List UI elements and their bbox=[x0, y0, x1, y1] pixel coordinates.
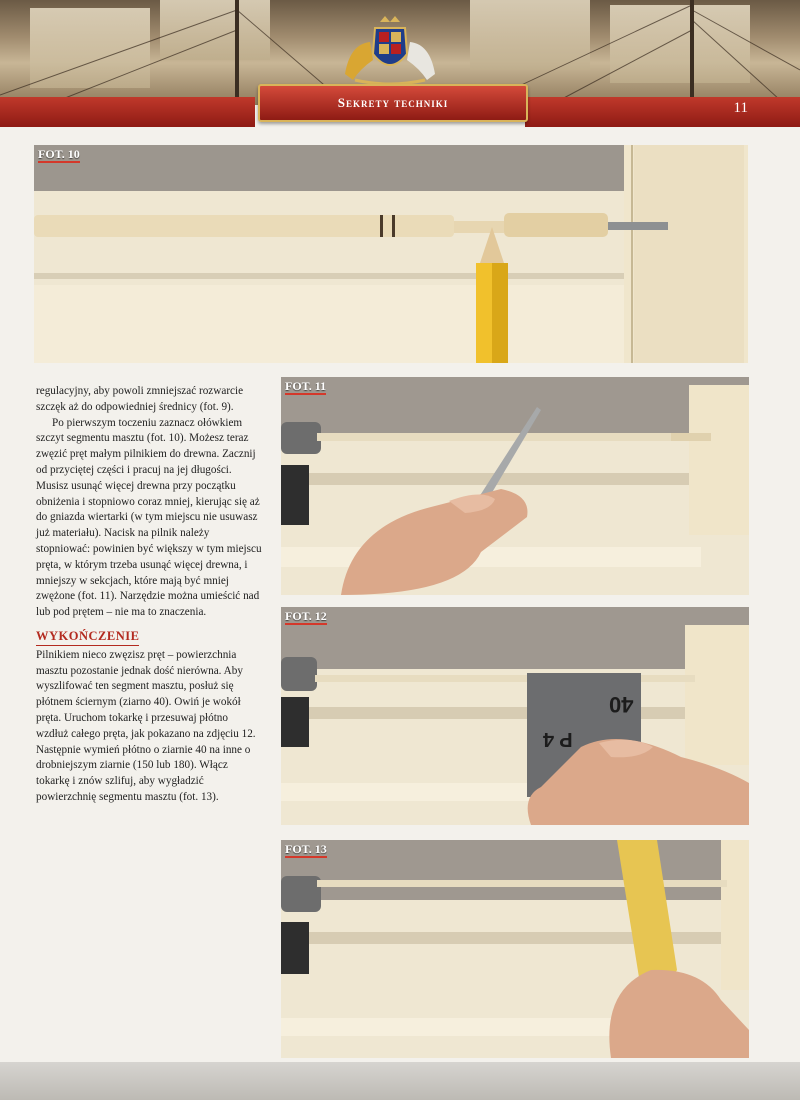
photo-fot-12 bbox=[281, 607, 749, 825]
subheading-wykonczenie: WYKOŃCZENIE bbox=[36, 629, 139, 646]
photo-label: FOT. 11 bbox=[285, 379, 327, 393]
photo-label: FOT. 12 bbox=[285, 609, 327, 623]
sandpaper-grit-label: P 4 bbox=[543, 728, 573, 750]
photo-fot-10 bbox=[34, 145, 748, 363]
photo-fot-11 bbox=[281, 377, 749, 595]
photo-label: FOT. 13 bbox=[285, 842, 327, 856]
paragraph: Po pierwszym toczeniu zaznacz ołówkiem szczyt segmentu masztu (fot. 10). Możesz teraz zwęzić pręt małym pilnikiem do drewna. Zacznij od przyciętej części i pracuj na jej długości. Musisz usunąć więcej drewna przy początku obniżenia i stopniowo coraz mniej, kierując się aż do gniazda wiertarki (w tym miejscu nie usuwasz już materiału). Nacisk na pilnik należy stopniować: powinien być większy w tym miejscu pręta, w którym trzeba usunąć więcej drewna, i mniejszy w sekcjach, które mają być mniej zwężone (fot. 11). Narzędzie można umieścić nad lub pod prętem – nie ma to znaczenia. bbox=[36, 416, 262, 619]
page-number: 11 bbox=[733, 100, 748, 116]
photo-label: FOT. 10 bbox=[38, 147, 80, 161]
page-bottom-edge bbox=[0, 1062, 800, 1100]
paragraph: Pilnikiem nieco zwęzisz pręt – powierzchnia masztu pozostanie jednak dość nierówna. Aby wyszlifować ten segment masztu, posłuż się płótnem ściernym (ziarno 40). Owiń je wokół pręta. Uruchom tokarkę i przesuwaj płótno wzdłuż całego pręta, jak pokazano na zdjęciu 12. Następnie wymień płótno o ziarnie 40 na inne o drobniejszym ziarnie (150 lub 180). Włącz tokarkę i znów szlifuj, aby wygładzić powierzchnię segmentu masztu (fot. 13). bbox=[36, 648, 256, 803]
royal-crest-icon bbox=[335, 14, 445, 86]
header-band-right bbox=[525, 97, 800, 127]
header-band-left bbox=[0, 97, 255, 127]
section-title-plate bbox=[258, 84, 528, 122]
sandpaper-grit-label: 40 bbox=[609, 692, 634, 717]
article-body bbox=[36, 384, 262, 806]
section-title: Sekrety techniki bbox=[337, 95, 449, 110]
paragraph: regulacyjny, aby powoli zmniejszać rozwarcie szczęk aż do odpowiedniej średnicy (fot. 9). bbox=[36, 385, 244, 413]
photo-fot-13 bbox=[281, 840, 749, 1058]
page-header bbox=[0, 0, 800, 130]
